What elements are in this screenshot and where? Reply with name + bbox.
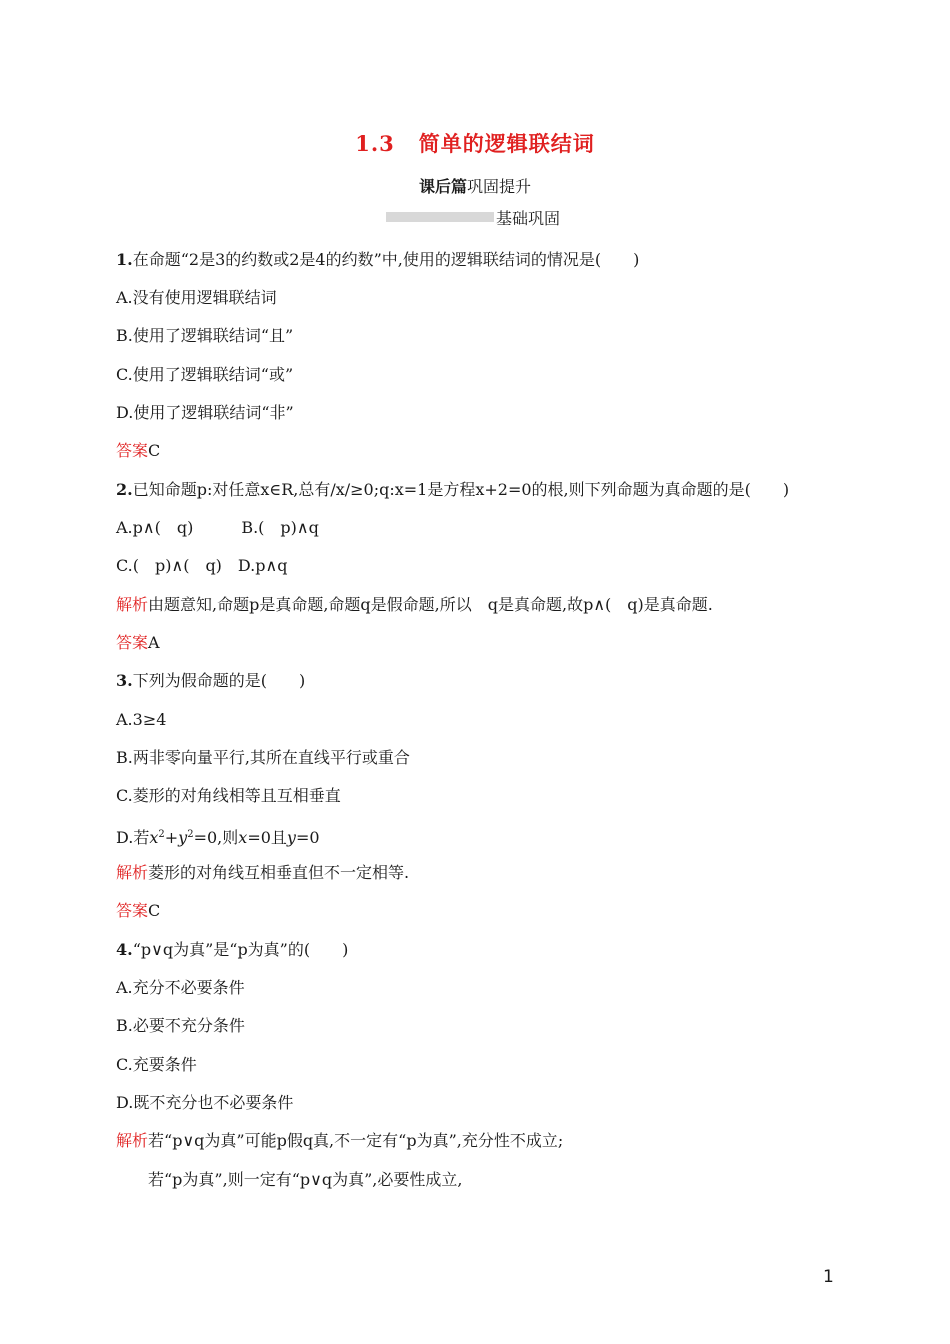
d-mid: =0,则 bbox=[193, 828, 239, 847]
subtitle-rest: 巩固提升 bbox=[467, 177, 532, 196]
analysis-text: 菱形的对角线互相垂直但不一定相等. bbox=[148, 863, 410, 882]
subtitle bbox=[0, 174, 950, 197]
d-var-x2: x bbox=[238, 828, 248, 847]
section-bar bbox=[386, 212, 494, 222]
answer-value: C bbox=[148, 441, 161, 460]
d-end: =0 bbox=[295, 828, 320, 847]
q1-text: 在命题“2是3的约数或2是4的约数”中,使用的逻辑联结词的情况是( ) bbox=[132, 250, 640, 269]
title-text: 简单的逻辑联结词 bbox=[418, 131, 595, 156]
answer-label: 答案 bbox=[116, 441, 149, 460]
q3-stem bbox=[116, 671, 305, 691]
q3-number: 3. bbox=[116, 671, 133, 690]
q1-answer bbox=[116, 441, 160, 461]
q2-stem bbox=[116, 480, 789, 500]
q1-option-d: D.使用了逻辑联结词“非” bbox=[116, 403, 294, 422]
q4-stem bbox=[116, 940, 348, 960]
q4-option-d: D.既不充分也不必要条件 bbox=[116, 1093, 294, 1112]
answer-value: C bbox=[148, 901, 161, 920]
d-var-x: x bbox=[149, 828, 159, 847]
analysis-text: 由题意知,命题p是真命题,命题q是假命题,所以 q是真命题,故p∧( q)是真命题. bbox=[148, 595, 713, 614]
q1-number: 1. bbox=[116, 250, 133, 269]
q2-text: 已知命题p:对任意x∈R,总有/x/≥0;q:x=1是方程x+2=0的根,则下列命题为真命题的是( ) bbox=[132, 480, 790, 499]
d-plus: + bbox=[164, 828, 179, 847]
d-exponent-2: 2 bbox=[187, 829, 194, 840]
q3-option-b: B.两非零向量平行,其所在直线平行或重合 bbox=[116, 748, 410, 767]
answer-label: 答案 bbox=[116, 633, 149, 652]
analysis-label: 解析 bbox=[116, 1131, 149, 1150]
q3-option-a: A.3≥4 bbox=[116, 710, 167, 729]
answer-label: 答案 bbox=[116, 901, 149, 920]
q3-option-d bbox=[116, 825, 320, 848]
section-heading bbox=[386, 207, 560, 227]
q4-option-a: A.充分不必要条件 bbox=[116, 978, 245, 997]
q3-text: 下列为假命题的是( ) bbox=[132, 671, 306, 690]
analysis-text: 若“p∨q为真”可能p假q真,不一定有“p为真”,充分性不成立; bbox=[148, 1131, 564, 1150]
d-eq: =0且 bbox=[247, 828, 287, 847]
q2-options-cd: C.( p)∧( q) D.p∧q bbox=[116, 556, 288, 575]
page-number: 1 bbox=[823, 1267, 834, 1287]
analysis-label: 解析 bbox=[116, 863, 149, 882]
q4-analysis bbox=[116, 1131, 563, 1151]
page-title bbox=[0, 128, 950, 158]
q4-number: 4. bbox=[116, 940, 133, 959]
q3-answer bbox=[116, 901, 160, 921]
q1-option-a: A.没有使用逻辑联结词 bbox=[116, 288, 277, 307]
q1-stem bbox=[116, 250, 639, 270]
d-exponent-1: 2 bbox=[158, 829, 165, 840]
q1-option-b: B.使用了逻辑联结词“且” bbox=[116, 326, 294, 345]
q4-option-b: B.必要不充分条件 bbox=[116, 1016, 245, 1035]
q3-option-c: C.菱形的对角线相等且互相垂直 bbox=[116, 786, 341, 805]
q2-options-ab: A.p∧( q) B.( p)∧q bbox=[116, 518, 319, 537]
q4-text: “p∨q为真”是“p为真”的( ) bbox=[132, 940, 349, 959]
q4-analysis-continued: 若“p为真”,则一定有“p∨q为真”,必要性成立, bbox=[148, 1170, 463, 1189]
d-var-y2: y bbox=[286, 828, 296, 847]
answer-value: A bbox=[148, 633, 160, 652]
d-prefix: D.若 bbox=[116, 828, 150, 847]
q2-answer bbox=[116, 633, 160, 653]
analysis-label: 解析 bbox=[116, 595, 149, 614]
q3-analysis bbox=[116, 863, 409, 883]
q2-number: 2. bbox=[116, 480, 133, 499]
subtitle-bold: 课后篇 bbox=[418, 177, 467, 196]
section-number: 1.3 bbox=[355, 131, 395, 156]
q4-option-c: C.充要条件 bbox=[116, 1055, 197, 1074]
q1-option-c: C.使用了逻辑联结词“或” bbox=[116, 365, 294, 384]
d-var-y: y bbox=[178, 828, 188, 847]
q2-analysis bbox=[116, 595, 713, 615]
section-label: 基础巩固 bbox=[496, 208, 561, 228]
